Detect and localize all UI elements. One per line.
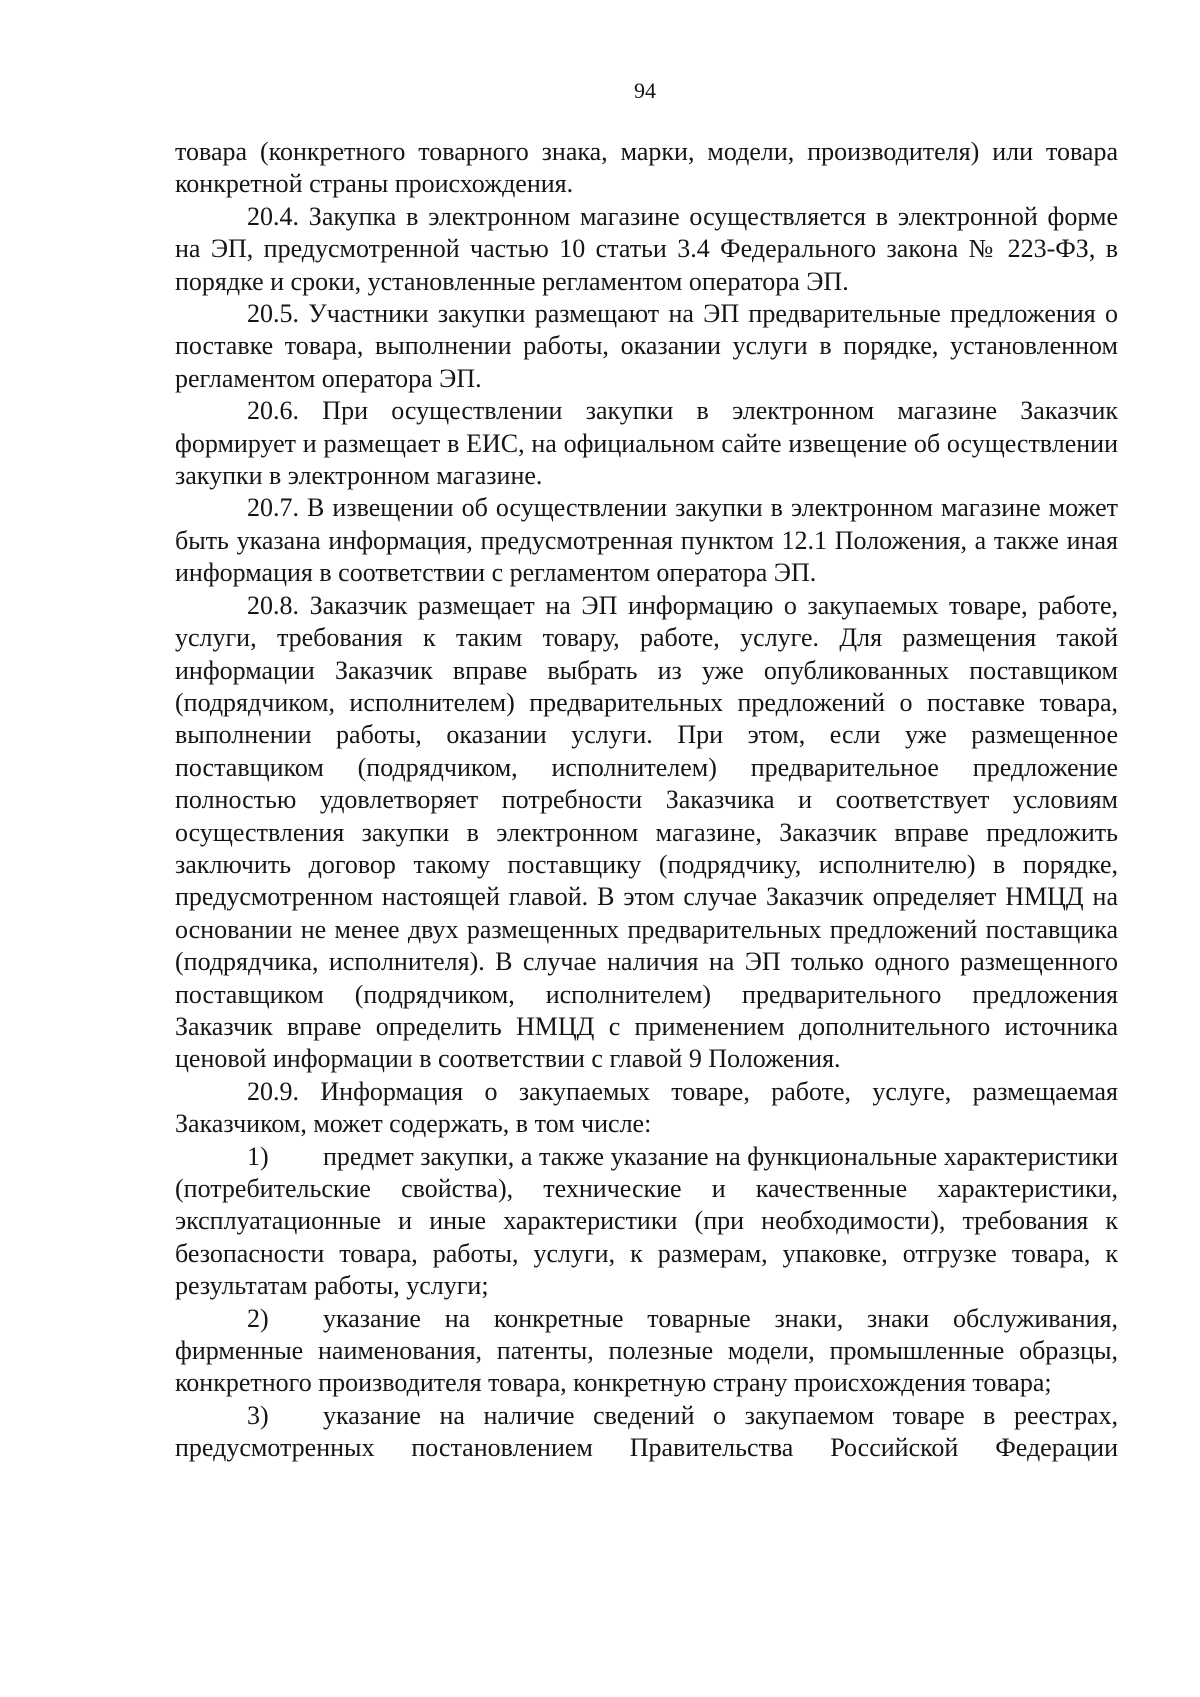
clause-20-6 (175, 395, 1118, 492)
clause-20-4 (175, 201, 1118, 298)
document-body (175, 136, 1118, 1465)
paragraph-text: 20.5. Участники закупки размещают на ЭП предварительные предложения о поставке товара, выполнении работы, оказании услуги в порядке, установленном регламентом оператора ЭП. (175, 299, 1118, 393)
clause-20-5 (175, 298, 1118, 395)
clause-20-8 (175, 590, 1118, 1076)
list-item-text: указание на наличие сведений о закупаемом товаре в реестрах, предусмотренных постановлением Правительства Российской Федерации (175, 1400, 1118, 1463)
list-item-text: указание на конкретные товарные знаки, знаки обслуживания, фирменные наименования, патенты, полезные модели, промышленные образцы, конкретного производителя товара, конкретную страну происхождения товара; (175, 1303, 1118, 1398)
list-item-number: 2) (247, 1303, 269, 1333)
list-item-number: 1) (247, 1141, 269, 1171)
clause-20-7 (175, 492, 1118, 589)
paragraph-text: 20.9. Информация о закупаемых товаре, работе, услуге, размещаемая Заказчиком, может содержать, в том числе: (175, 1076, 1118, 1139)
paragraph-text: товара (конкретного товарного знака, марки, модели, производителя) или товара конкретной страны происхождения. (175, 137, 1118, 199)
list-item-2 (175, 1303, 1118, 1400)
list-item-3 (175, 1400, 1118, 1465)
list-item-1 (175, 1141, 1118, 1303)
paragraph-text: 20.6. При осуществлении закупки в электронном магазине Заказчик формирует и размещает в ЕИС, на официальном сайте извещение об осуществлении закупки в электронном магазине. (175, 396, 1118, 491)
list-item-text: предмет закупки, а также указание на функциональные характеристики (потребительские свойства), технические и качественные характеристики, эксплуатационные и иные характеристики (при необходимости), требования к безопасности товара, работы, услуги, к размерам, упаковке, отгрузке товара, к результатам работы, услуги; (175, 1141, 1118, 1301)
page-number: 94 (634, 78, 656, 103)
paragraph-text: 20.8. Заказчик размещает на ЭП информацию о закупаемых товаре, работе, услуги, требования к таким товару, работе, услуге. Для размещения такой информации Заказчик вправе выбрать из уже опубликованных поставщиком (подрядчиком, исполнителем) предварительных предложений о поставке товара, выполнении работы, оказании услуги. При этом, если уже размещенное поставщиком (подрядчиком, исполнителем) предварительное предложение полностью удовлетворяет потребности Заказчика и соответствует условиям осуществления закупки в электронном магазине, Заказчик вправе предложить заключить договор такому поставщику (подрядчику, исполнителю) в порядке, предусмотренном настоящей главой. В этом случае Заказчик определяет НМЦД на основании не менее двух размещенных предварительных предложений поставщика (подрядчика, исполнителя). В случае наличия на ЭП только одного размещенного поставщиком (подрядчиком, исполнителем) предварительного предложения Заказчик вправе определить НМЦД с применением дополнительного источника ценовой информации в соответствии с главой 9 Положения. (175, 590, 1118, 1074)
paragraph-continuation (175, 136, 1118, 201)
list-item-number: 3) (247, 1400, 269, 1430)
paragraph-text: 20.7. В извещении об осуществлении закупки в электронном магазине может быть указана информация, предусмотренная пунктом 12.1 Положения, а также иная информация в соответствии с регламентом оператора ЭП. (175, 493, 1118, 588)
paragraph-text: 20.4. Закупка в электронном магазине осуществляется в электронной форме на ЭП, предусмотренной частью 10 статьи 3.4 Федерального закона № 223-ФЗ, в порядке и сроки, установленные регламентом оператора ЭП. (175, 201, 1118, 296)
clause-20-9 (175, 1076, 1118, 1141)
